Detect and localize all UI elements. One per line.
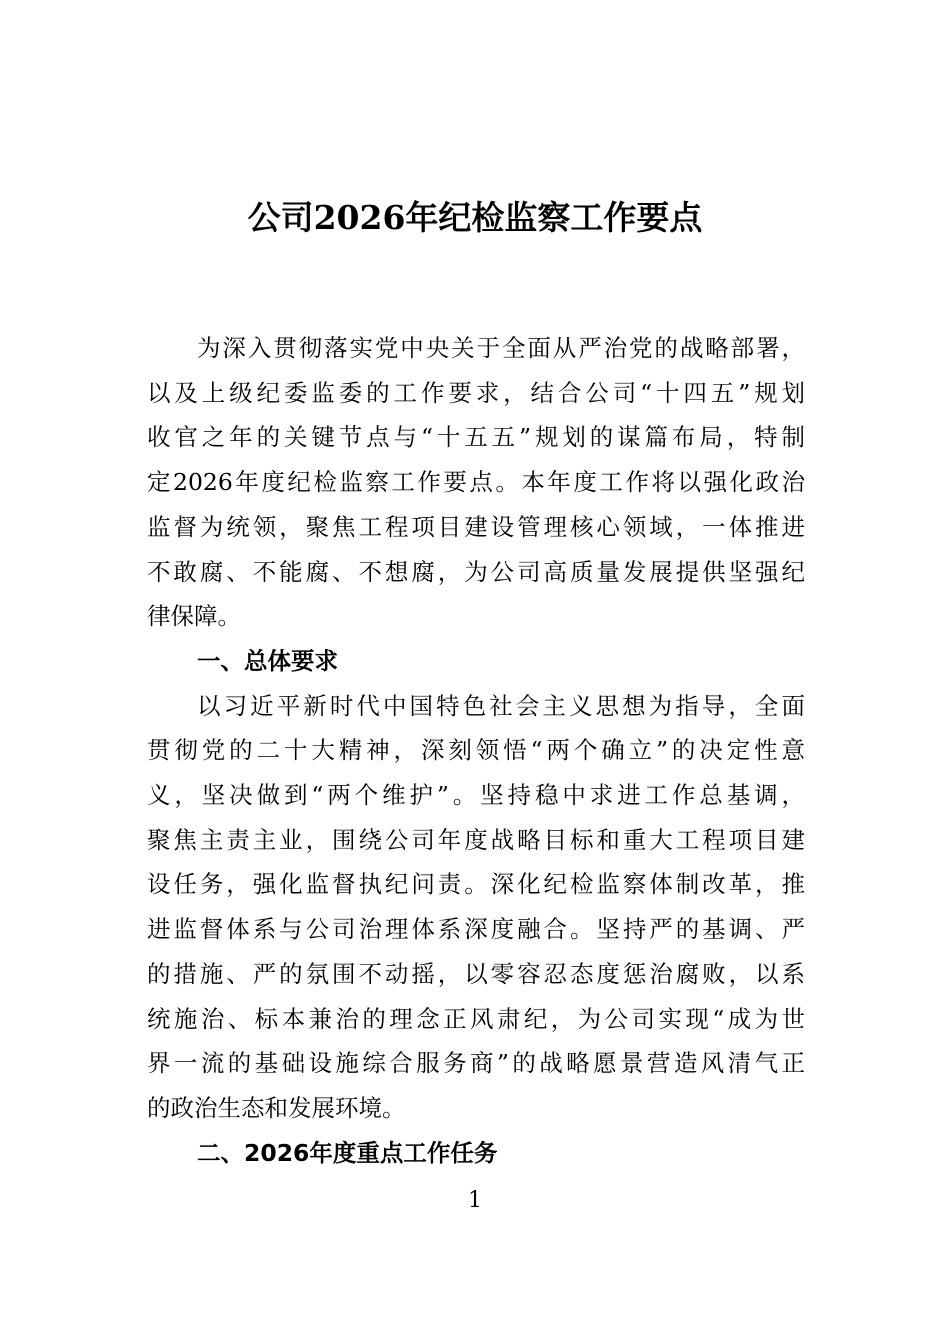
text-line: 不敢腐、不能腐、不想腐，为公司高质量发展提供坚强纪 xyxy=(147,557,805,586)
text-line: 的政治生态和发展环境。 xyxy=(147,1093,406,1122)
text-line: 界一流的基础设施综合服务商”的战略愿景营造风清气正 xyxy=(147,1049,805,1078)
text-line: 以习近平新时代中国特色社会主义思想为指导，全面 xyxy=(197,691,805,720)
text-line: 进监督体系与公司治理体系深度融合。坚持严的基调、严 xyxy=(147,915,805,944)
text-line: 收官之年的关键节点与“十五五”规划的谋篇布局，特制 xyxy=(147,423,805,452)
text-line: 统施治、标本兼治的理念正风肃纪，为公司实现“成为世 xyxy=(147,1004,805,1033)
text-line: 以及上级纪委监委的工作要求，结合公司“十四五”规划 xyxy=(147,378,805,407)
document-title: 公司2026年纪检监察工作要点 xyxy=(247,198,703,237)
page-number: 1 xyxy=(468,1188,482,1213)
text-line: 律保障。 xyxy=(147,602,241,631)
text-line: 设任务，强化监督执纪问责。深化纪检监察体制改革，推 xyxy=(147,870,805,899)
document-body xyxy=(147,326,805,1175)
section-heading: 一、总体要求 xyxy=(197,646,338,675)
text-line: 聚焦主责主业，围绕公司年度战略目标和重大工程项目建 xyxy=(147,825,805,854)
text-line: 定2026年度纪检监察工作要点。本年度工作将以强化政治 xyxy=(147,468,805,497)
text-line: 为深入贯彻落实党中央关于全面从严治党的战略部署， xyxy=(197,334,805,362)
text-line: 的措施、严的氛围不动摇，以零容忍态度惩治腐败，以系 xyxy=(147,959,805,988)
text-line: 贯彻党的二十大精神，深刻领悟“两个确立”的决定性意 xyxy=(147,736,805,765)
section-heading: 二、2026年度重点工作任务 xyxy=(197,1138,498,1167)
text-line: 义，坚决做到“两个维护”。坚持稳中求进工作总基调， xyxy=(147,781,805,810)
text-line: 监督为统领，聚焦工程项目建设管理核心领域，一体推进 xyxy=(147,512,805,541)
